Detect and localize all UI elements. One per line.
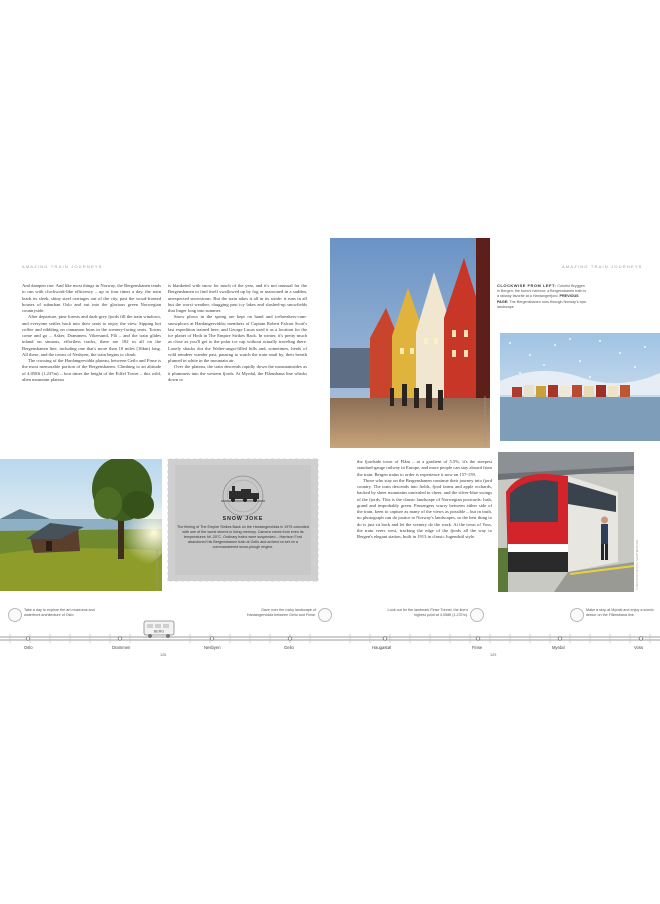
page-number-right: 129 bbox=[490, 653, 497, 657]
body-column-3 bbox=[357, 459, 492, 540]
waterfall-icon bbox=[570, 608, 584, 622]
caption-heading: CLOCKWISE FROM LEFT: bbox=[497, 283, 557, 288]
paragraph: Those who stay on the Bergensbanen continue their journey into fjord country. The train descends into fields, fjord farms and apple orchards, backed by sheer mountains unrivaled in cheer, and the silver-blue swings of the fjords. This is the classic landscape of Norwegian postcards: lush, grand and improbably green. Passengers scurry between either side of the train, keen to capture as many of the views as possible – but in truth, no photograph can do justice to Norway's landscapes, so the best thing to do is just sit back and let the scenery do the work. At the town of Voss, the train veers west, tracking the edge of the fjords all the way to Bergen's elegant station, built in 1913 in classic Jugendstil style. bbox=[357, 477, 492, 539]
paragraph: Snow plows in the spring are kept on hand and icebreakers-cum-snowplows at Hardangervidda; members of Captain Robert Falcon Scott's last expedition trained here, and George Lucas used it as a location for the ice planet of Hoth in The Empire Strikes Back. In winter, it's pretty much as close as you'll get to the polar ice cap without actually traveling there. Lonely shacks dot the Walter-angst-filled hills and, sometimes, herds of wild reindeer wander past, pausing to watch the train snail by, their breath plumed in white in the mountain air. bbox=[168, 314, 307, 363]
station-marker bbox=[476, 637, 480, 641]
page-number-left: 126 bbox=[160, 653, 167, 657]
station-nesbyen: Nesbyen bbox=[204, 645, 221, 650]
route-note-finse: Look out for the landmark Finse Tunnel, the line's highest point at 4,058ft (1,237m). bbox=[387, 608, 468, 617]
tunnel-icon bbox=[470, 608, 484, 622]
caption-prev-text: The Bergensbanen runs through Norway's epic landscape bbox=[497, 299, 587, 309]
running-head-right: AMAZING TRAIN JOURNEYS bbox=[562, 264, 643, 269]
station-myrdal: Myrdal bbox=[552, 645, 565, 650]
station-marker bbox=[639, 637, 643, 641]
station-geilo: Geilo bbox=[284, 645, 294, 650]
photo-credit: © MAT DALEY PHOTO / SHUTTERSTOCK bbox=[484, 395, 487, 446]
station-marker bbox=[26, 637, 30, 641]
caption-text: Colorful Bryggen in Bergen; the town's harbour; a Bergensbanen train is a railway favorite at a Hardangerfjord. bbox=[497, 284, 587, 299]
train-emblem-icon bbox=[215, 473, 271, 519]
station-drammen: Drammen bbox=[112, 645, 131, 650]
paragraph: And dampen rise. And like most things in Norway, the Bergensbanen tends to run with clockwork-like efficiency – up to four times a day, the train leads its sleek, shiny steel carriages out of the city, past the wood-fronted houses of suburban Oslo and out into the glorious green Norwegian countryside. bbox=[22, 283, 161, 313]
route-map bbox=[0, 597, 660, 647]
body-column-1 bbox=[22, 283, 161, 383]
station-marker bbox=[118, 637, 122, 641]
paragraph: is blanketed with snow for much of the year, and it's not unusual for the Bergensbanen to find itself swallowed up by fog or marooned in a sudden, unexpected snowstorm. But the train takes it all in its stride: it runs in all but the worst weather, chugging past icy lakes and slushed-up snowfields that linger long into summer. bbox=[168, 283, 307, 313]
station-marker bbox=[210, 637, 214, 641]
running-head-left: AMAZING TRAIN JOURNEYS bbox=[22, 264, 103, 269]
bergen-harbour-photo bbox=[500, 333, 660, 441]
mountain-icon bbox=[318, 608, 332, 622]
station-marker bbox=[383, 637, 387, 641]
station-finse: Finse bbox=[472, 645, 483, 650]
route-note-oslo: Take a day to explore the art museums and waterfront architecture of Oslo. bbox=[24, 608, 95, 617]
station-marker bbox=[288, 637, 292, 641]
bergensbanen-train-photo bbox=[498, 452, 634, 592]
photo-credit: © SIRICHAPA / SHUTTERSTOCK bbox=[156, 550, 159, 590]
train-label: BERG bbox=[153, 629, 165, 634]
paragraph: the fjordside town of Flåm – at a gradient of 5.5%, it's the steepest standard-gauge railway in Europe, and more people can stay aboard from the train. Bergen trains to order is experience it now on 157-159. bbox=[357, 459, 492, 477]
station-oslo: Oslo bbox=[24, 645, 33, 650]
museum-icon bbox=[8, 608, 22, 622]
sidebar-title: SNOW JOKE bbox=[222, 516, 264, 522]
fjord-barn-photo bbox=[0, 459, 162, 591]
route-note-hardangervidda: Gaze over the rocky landscape of Hardangervidda between Geilo and Finse. bbox=[246, 608, 316, 617]
sidebar-body: The filming of The Empire Strikes Back on the Hardangervidda in 1979 coincided with one of the worst storms in living memory. Camera crews from even its temperatures hit -20°C. Ordinary trains were suspended – Harrison Ford abandoned his Bergensbanen train at Geilo and arrived on set on a commandeered snow-plough engine. bbox=[177, 525, 309, 550]
paragraph: Over the plateau, the train descends rapidly down the mountainsides as it plummets into the western fjords. At Myrdal, the Flåmsbana line whisks down to bbox=[168, 364, 307, 382]
photo-credit: © PROCESS PHOTOS / SHUTTERSTOCK bbox=[636, 539, 639, 590]
caption-prev-label: PREVIOUS PAGE: bbox=[497, 294, 579, 304]
station-haugastol: Haugastøl bbox=[372, 645, 392, 650]
photo-caption bbox=[497, 283, 587, 310]
paragraph: The crossing of the Hardangervidda plateau, between Geilo and Finse is the most memorable portion of the Bergensbanen. Climbing to an altitude of 4,058ft (1,237m) – four times the height of the Eiffel Tower – this wild, alien mountain plateau bbox=[22, 358, 161, 382]
station-voss: Voss bbox=[634, 645, 644, 650]
route-note-myrdal: Make a stop at Myrdal and enjoy a scenic detour on the Flåmsbana line. bbox=[586, 608, 654, 617]
sidebar-stamp bbox=[168, 459, 318, 581]
body-column-2 bbox=[168, 283, 307, 383]
station-marker bbox=[558, 637, 562, 641]
paragraph: After departure, pine forests and dark-grey fjords fill the train windows, and everyone settles back into their seats to enjoy the view. Sipping hot coffee and nibbling on cinnamon buns in the scenery-facing seats. Towns come and go – Asker, Drammen, Vikersund, Flå – and the train glides inland on sinuous, effortless tracks, there are 182 in all on the Bergensbanen line, including one that's more than 10 miles (16km) long. All these, and the towns of Nesbyen, the train begins to climb. bbox=[22, 314, 161, 357]
bryggen-bergen-photo bbox=[330, 238, 490, 448]
